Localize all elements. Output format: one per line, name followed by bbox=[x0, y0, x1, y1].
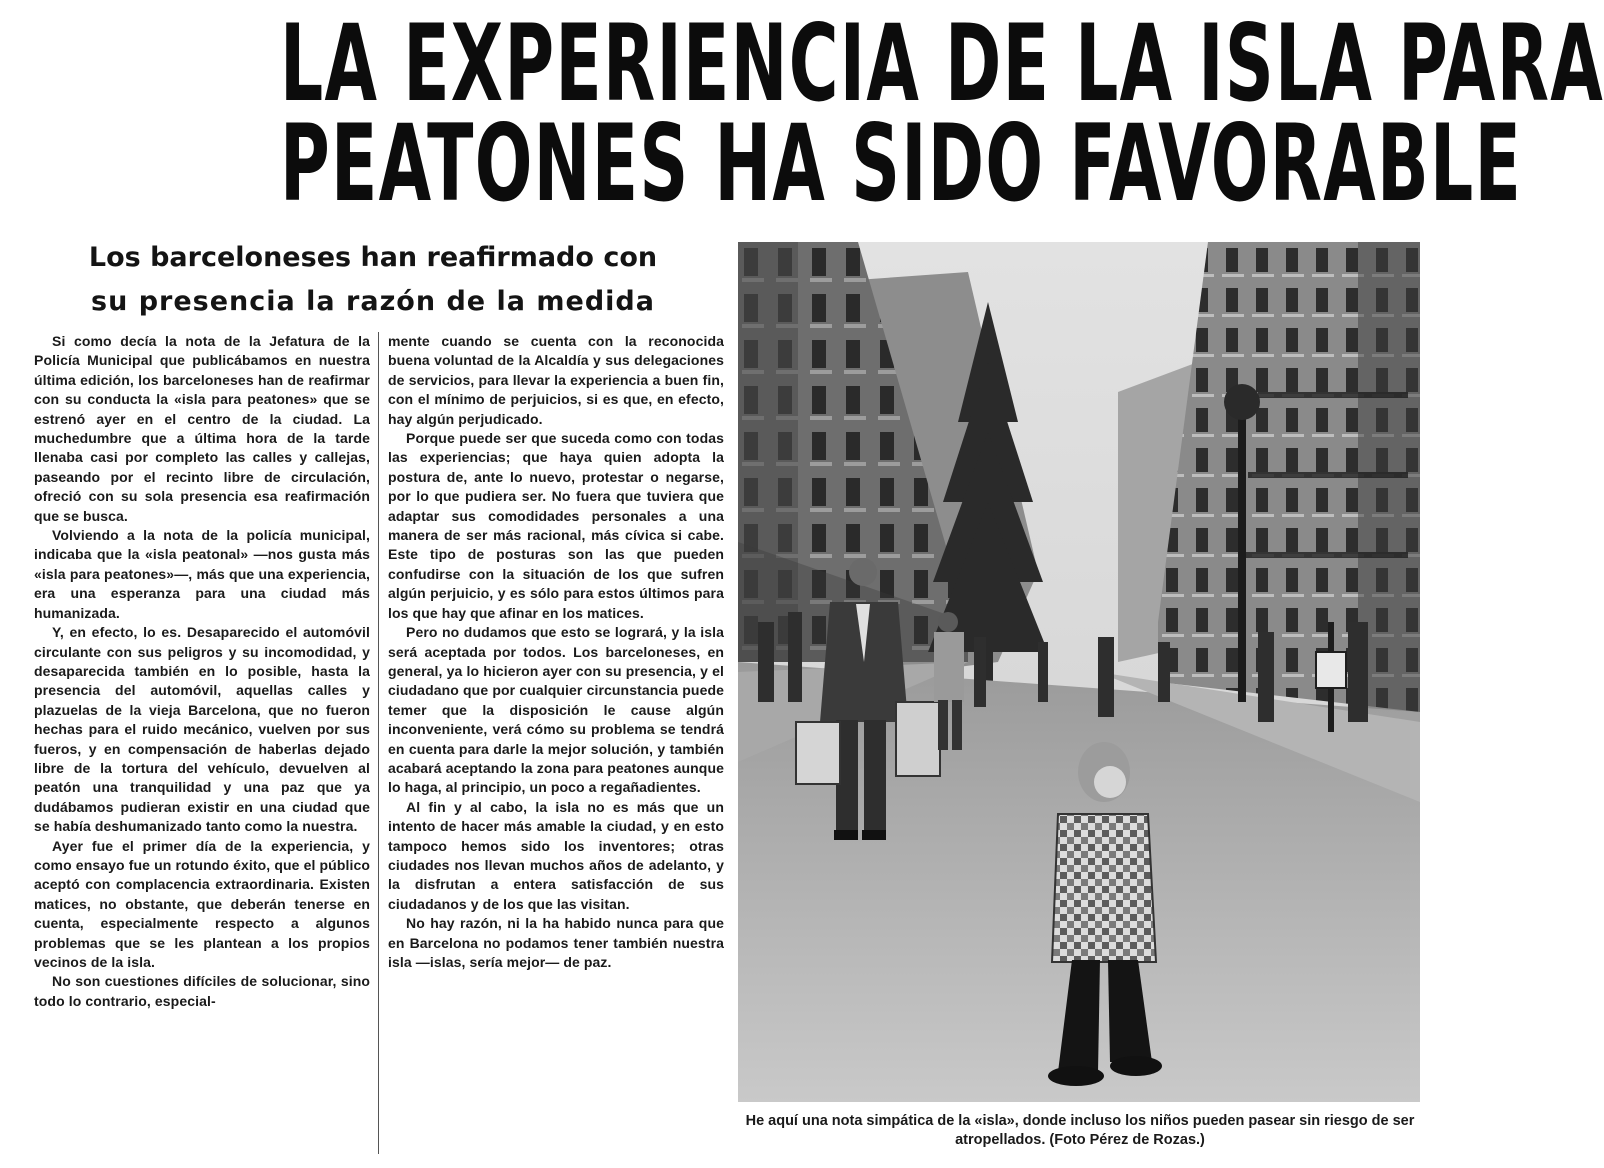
article-column-2 bbox=[388, 332, 724, 1154]
paragraph: Volviendo a la nota de la policía municipal, indicaba que la «isla peatonal» —nos gusta más «isla para peatones»—, más que una experiencia, era una esperanza para una ciudad más humanizada. bbox=[34, 527, 370, 621]
headline-line-1: LA EXPERIENCIA DE LA ISLA PARA bbox=[280, 2, 1604, 125]
paragraph: No son cuestiones difíciles de solucionar, sino todo lo contrario, especial- bbox=[34, 973, 370, 1009]
subheadline bbox=[40, 236, 706, 324]
article-column-1 bbox=[34, 332, 370, 1154]
photo-caption: He aquí una nota simpática de la «isla», donde incluso los niños pueden pasear sin riesgo de ser atropellados. (Foto Pérez de Rozas.) bbox=[745, 1113, 1415, 1148]
column-divider bbox=[378, 332, 379, 1154]
subheadline-line-1: Los barceloneses han reafirmado con bbox=[88, 242, 658, 273]
paragraph: No hay razón, ni la ha habido nunca para que en Barcelona no podamos tener también nuestra isla —islas, sería mejor— de paz. bbox=[388, 915, 724, 970]
paragraph: mente cuando se cuenta con la reconocida buena voluntad de la Alcaldía y sus delegaciones de servicios, para llevar la experiencia a buen fin, con el mínimo de perjuicios, si es que, en efecto, hay algún perjudicado. bbox=[388, 333, 724, 427]
paragraph: Ayer fue el primer día de la experiencia, y como ensayo fue un rotundo éxito, que el público aceptó con complacencia extraordinaria. Existen matices, no obstante, que deberán tenerse en cuenta, especialmente respecto a algunos problemas que se les plantean a los propios vecinos de la isla. bbox=[34, 837, 370, 970]
headline bbox=[28, 2, 1604, 225]
street-photo-illustration bbox=[738, 242, 1420, 1102]
headline-line-2: PEATONES HA SIDO FAVORABLE bbox=[280, 102, 1523, 225]
paragraph: Si como decía la nota de la Jefatura de la Policía Municipal que publicábamos en nuestra última edición, los barceloneses han de reafirmar con su conducta la «isla para peatones» que se estrenó ayer en el centro de la ciudad. La muchedumbre que a última hora de la tarde llenaba casi por completo las calles y callejas, paseando por el recinto libre de circulación, ofreció con su sola presencia esa reafirmación que se busca. bbox=[34, 333, 370, 524]
paragraph: Al fin y al cabo, la isla no es más que un intento de hacer más amable la ciudad, y en esto tampoco hemos sido los inventores; otras ciudades nos llevan muchos años de adelanto, y la disfrutan a entera satisfacción de sus ciudadanos y de los que las visitan. bbox=[388, 798, 724, 912]
subheadline-line-2: su presencia la razón de la medida bbox=[91, 286, 655, 317]
article-body bbox=[34, 332, 724, 1154]
paragraph: Porque puede ser que suceda como con todas las experiencias; que haya quien adopta la postura de, ante lo nuevo, protestar o negarse, por lo que pudiera ser. No fuera que tuviera que adaptar sus comodidades personales a una manera de ser más racional, más cívica si cabe. Este tipo de posturas son las que pueden confudirse con la situación de los que sufren algún perjuicio, y es sólo para estos últimos para los que hay que afinar en los matices. bbox=[388, 430, 724, 621]
street-photo bbox=[738, 242, 1420, 1102]
paragraph: Y, en efecto, lo es. Desaparecido el automóvil circulante con sus peligros y su incomodidad, y desaparecida también en lo posible, hasta la presencia del automóvil, aquellas calles y plazuelas de la vieja Barcelona, que no fueron hechas para el ruido mecánico, vuelven por sus fueros, y en compensación de haberlas dejado libre de la tortura del vehículo, devuelven al peatón una tranquilidad y una paz que ya dudábamos pudieran existir en una ciudad que se había deshumanizado tanto como la nuestra. bbox=[34, 624, 370, 835]
paragraph: Pero no dudamos que esto se logrará, y la isla será aceptada por todos. Los barceloneses, en general, ya lo hicieron ayer con su presencia, y el ciudadano que por cualquier circunstancia puede temer que la disposición le cause algún inconveniente, verá cómo su problema se tendrá en cuenta para darle la mejor solución, y también acabará aceptando la zona para peatones aunque lo haga, al principio, un poco a regañadientes. bbox=[388, 624, 724, 796]
